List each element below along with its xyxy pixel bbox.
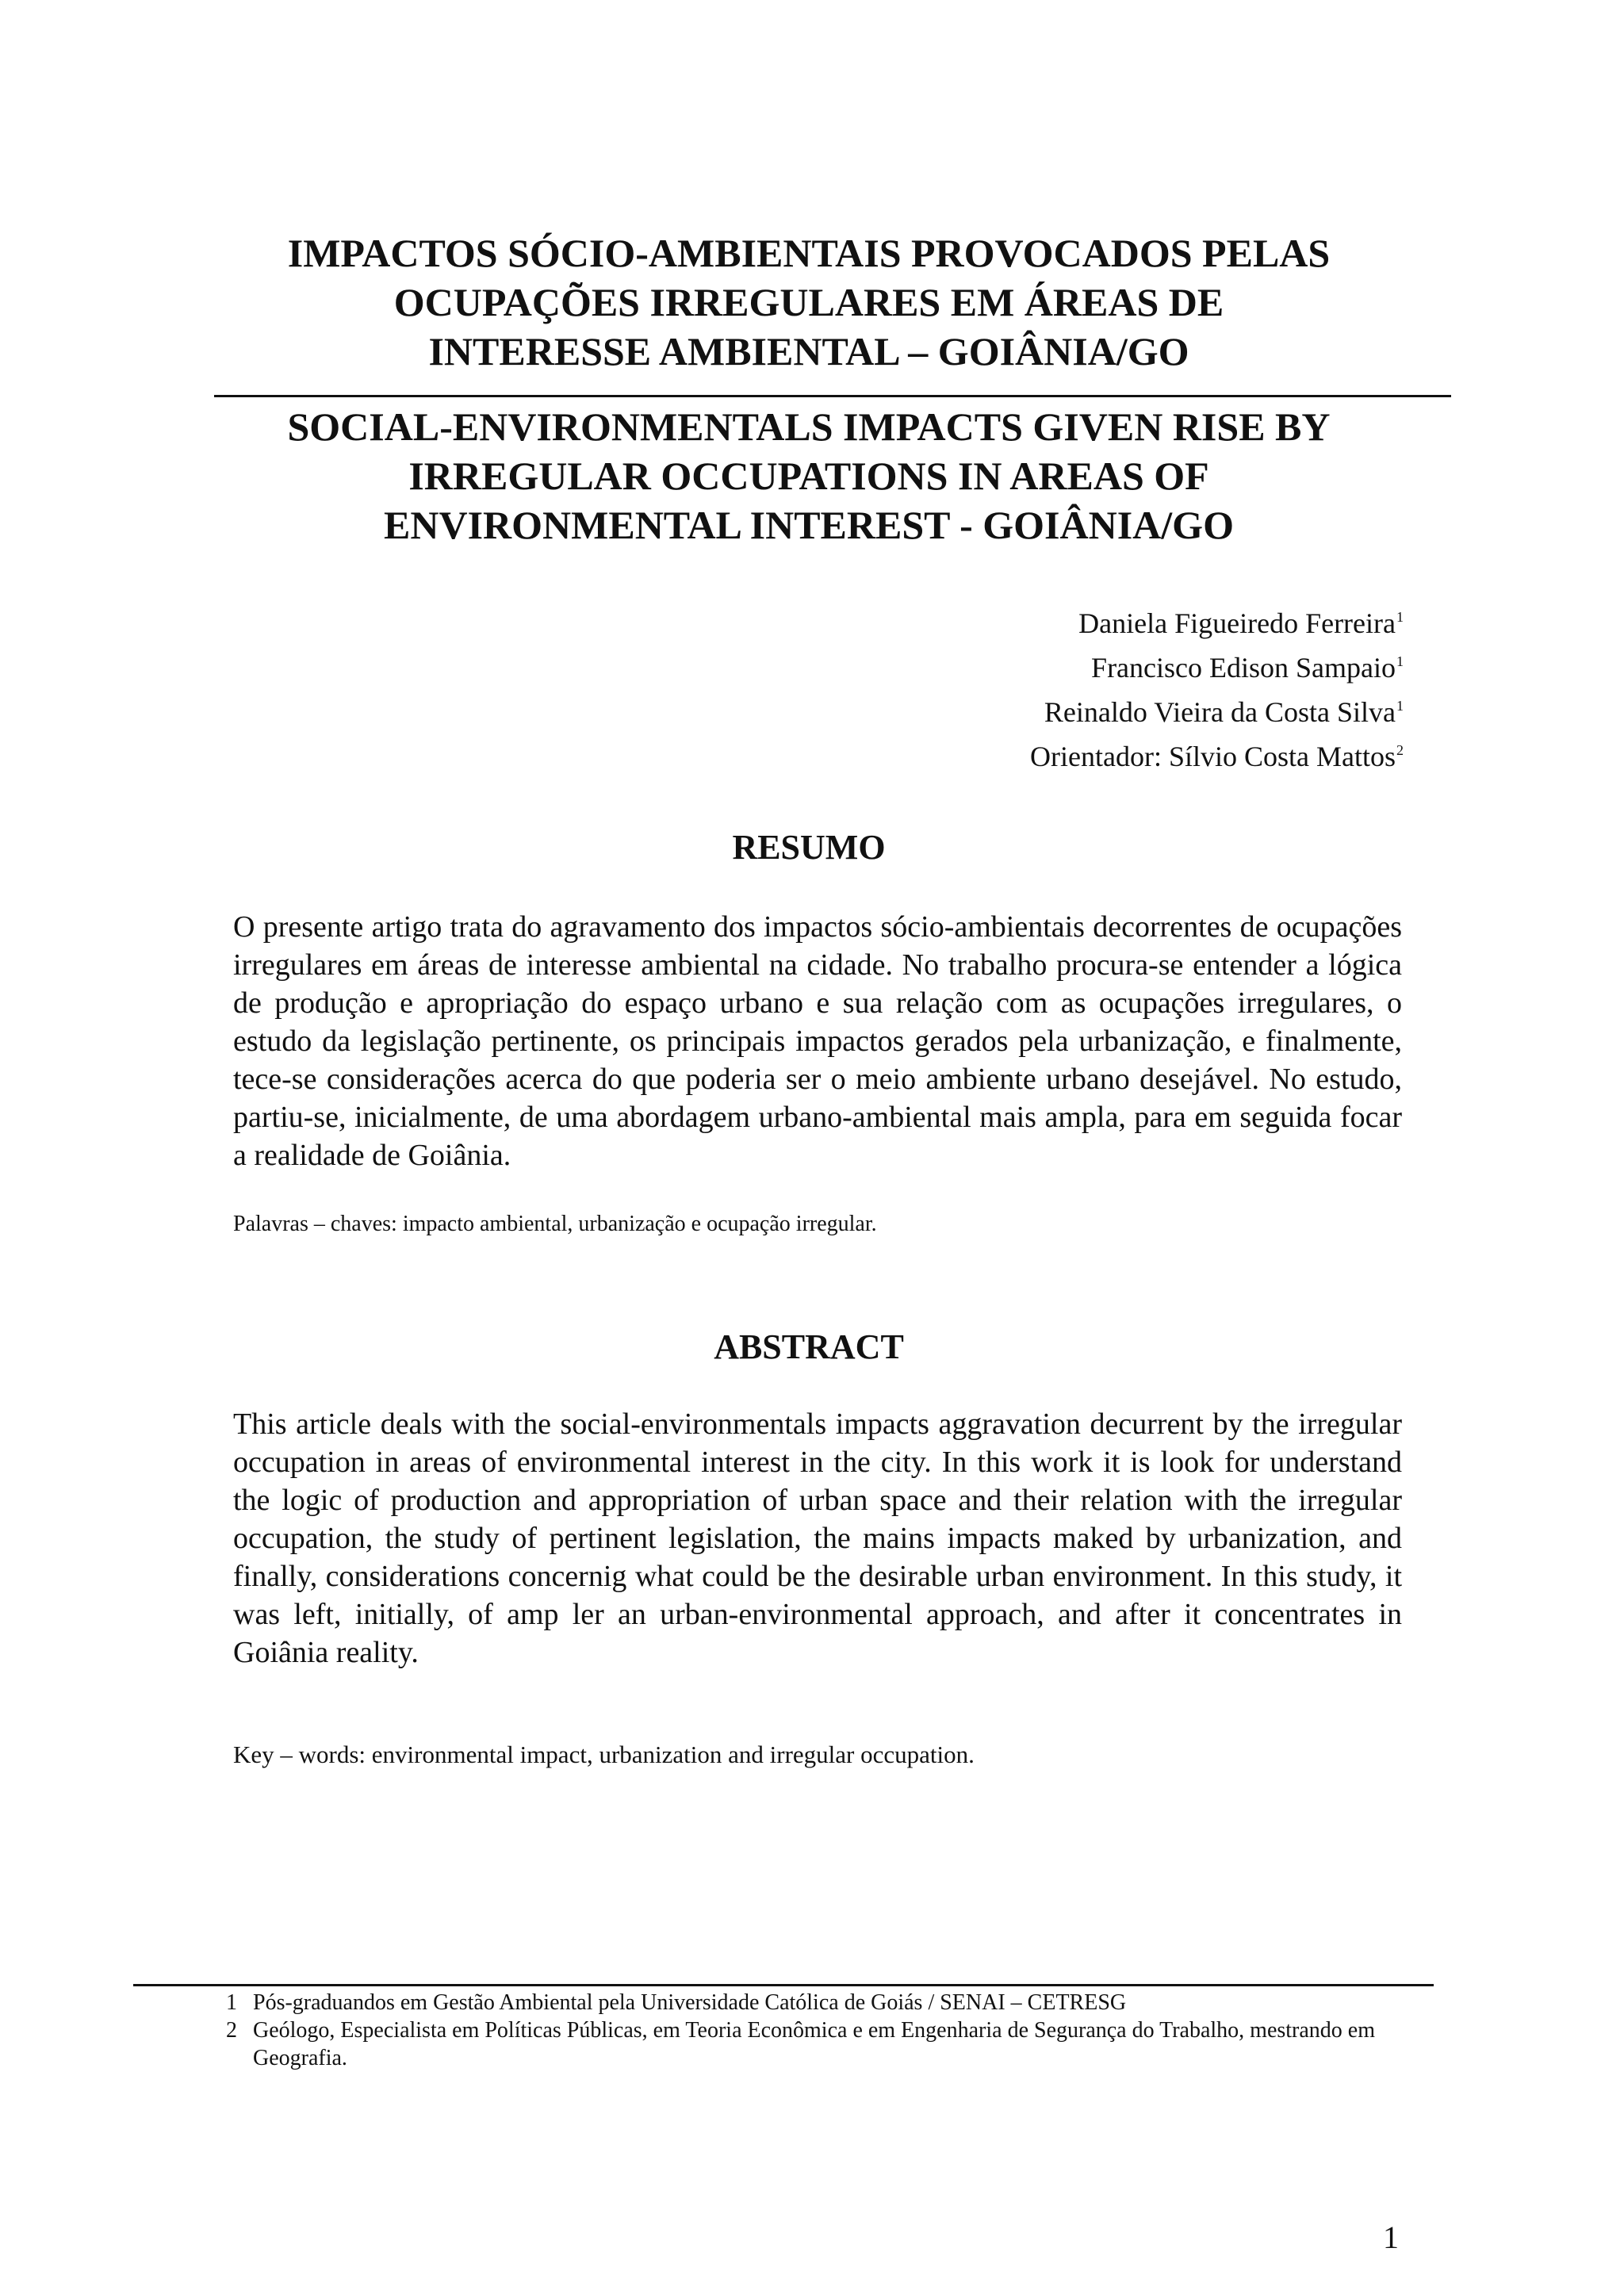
title-pt-line: IMPACTOS SÓCIO-AMBIENTAIS PROVOCADOS PELAS <box>287 231 1331 275</box>
footnote-text: Pós-graduandos em Gestão Ambiental pela Universidade Católica de Goiás / SENAI – CETRESG <box>253 1990 1127 2015</box>
author-name: Reinaldo Vieira da Costa Silva <box>1044 696 1396 728</box>
abstract-body: This article deals with the social-environmentals impacts aggravation decurrent by the irregular occupation in areas of environmental interest in the city. In this work it is look for understand the logic of production and appropriation of urban space and their relation with the irregular occupation, the study of pertinent legislation, the mains impacts maked by urbanization, and finally, considerations concernig what could be the desirable urban environment. In this study, it was left, initially, of amp ler an urban-environmental approach, and after it concentrates in Goiânia reality. <box>233 1407 1402 1669</box>
footnote <box>226 1989 1431 2016</box>
author-name: Orientador: Sílvio Costa Mattos <box>1030 741 1396 772</box>
resumo-keywords: Palavras – chaves: impacto ambiental, urbanização e ocupação irregular. <box>233 1212 877 1236</box>
author-name: Francisco Edison Sampaio <box>1091 652 1396 684</box>
author <box>1030 598 1404 642</box>
title-pt-line: INTERESSE AMBIENTAL – GOIÂNIA/GO <box>428 329 1189 373</box>
footnote-text: Geólogo, Especialista em Políticas Públicas, em Teoria Econômica e em Engenharia de Segurança do Trabalho, mestrando em Geografia. <box>253 2018 1376 2070</box>
footnote-divider <box>133 1984 1434 1986</box>
title-en-line: SOCIAL-ENVIRONMENTALS IMPACTS GIVEN RISE BY <box>287 404 1331 449</box>
author <box>1030 687 1404 731</box>
abstract-keywords: Key – words: environmental impact, urbanization and irregular occupation. <box>233 1741 975 1768</box>
author-affiliation-mark: 1 <box>1396 698 1404 714</box>
author-affiliation-mark: 2 <box>1396 742 1404 758</box>
author-list <box>1030 598 1404 776</box>
title-en-line: IRREGULAR OCCUPATIONS IN AREAS OF <box>408 454 1209 498</box>
abstract-heading: ABSTRACT <box>714 1327 904 1366</box>
title-english <box>214 402 1404 550</box>
footnote-number: 2 <box>226 2018 237 2043</box>
author-affiliation-mark: 1 <box>1396 653 1404 669</box>
author-name: Daniela Figueiredo Ferreira <box>1078 607 1396 639</box>
title-pt-line: OCUPAÇÕES IRREGULARES EM ÁREAS DE <box>393 280 1224 324</box>
title-en-line: ENVIRONMENTAL INTEREST - GOIÂNIA/GO <box>384 503 1234 547</box>
title-divider <box>214 395 1451 397</box>
page-number: 1 <box>1383 2219 1399 2255</box>
author <box>1030 642 1404 687</box>
resumo-heading: RESUMO <box>732 828 886 867</box>
author <box>1030 731 1404 776</box>
footnote-number: 1 <box>226 1990 237 2015</box>
title-portuguese <box>214 228 1404 376</box>
author-affiliation-mark: 1 <box>1396 609 1404 625</box>
resumo-body: O presente artigo trata do agravamento dos impactos sócio-ambientais decorrentes de ocupações irregulares em áreas de interesse ambiental na cidade. No trabalho procura-se entender a lógica de produção e apropriação do espaço urbano e sua relação com as ocupações irregulares, o estudo da legislação pertinente, os principais impactos gerados pela urbanização, e finalmente, tece-se considerações acerca do que poderia ser o meio ambiente urbano desejável. No estudo, partiu-se, inicialmente, de uma abordagem urbano-ambiental mais ampla, para em seguida focar a realidade de Goiânia. <box>233 910 1402 1172</box>
footnotes <box>226 1989 1431 2072</box>
footnote <box>226 2016 1431 2072</box>
